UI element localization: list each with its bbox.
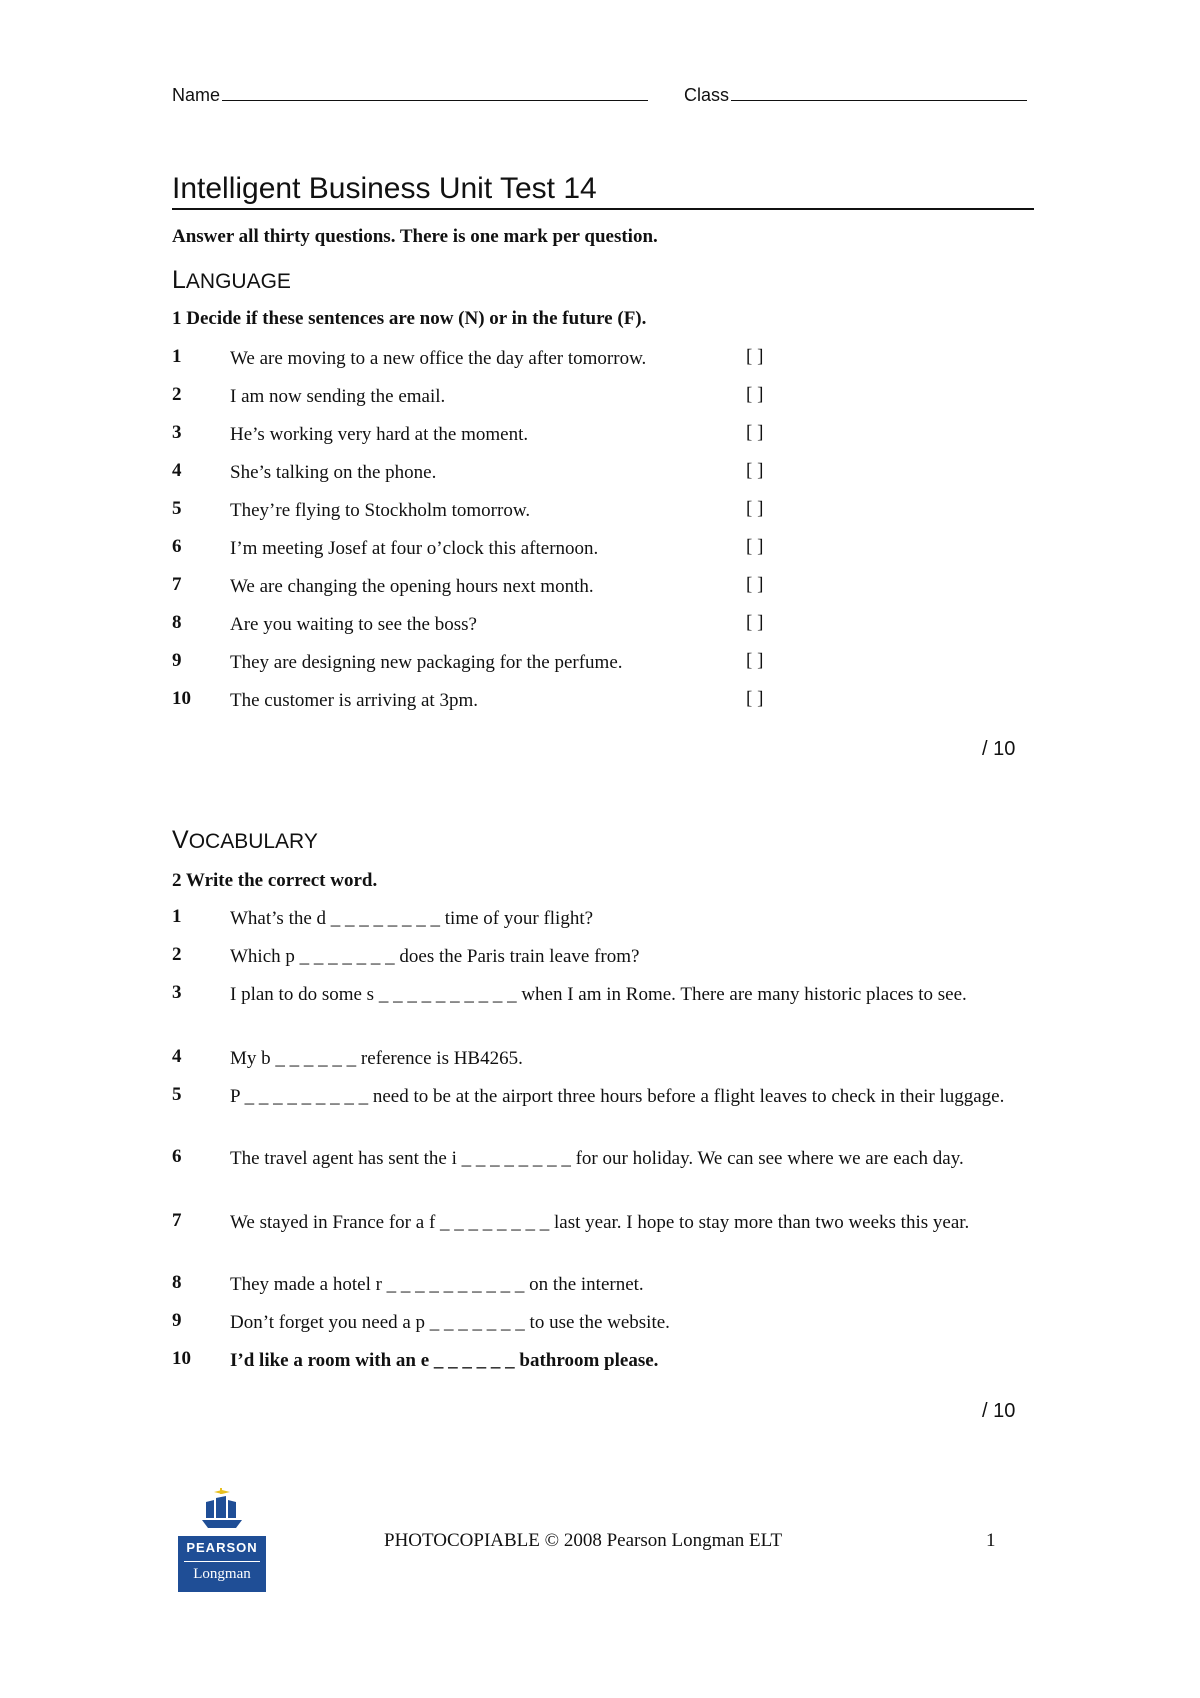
- answer-bracket[interactable]: [ ]: [746, 384, 764, 405]
- question-number: 7: [172, 1210, 182, 1231]
- question-number: 2: [172, 944, 182, 965]
- question-number: 3: [172, 982, 182, 1003]
- question-number: 4: [172, 1046, 182, 1067]
- question-text: I plan to do some s _ _ _ _ _ _ _ _ _ _ when I am in Rome. There are many historic places to see.: [230, 984, 967, 1005]
- ship-icon: [200, 1488, 244, 1532]
- question-text: The customer is arriving at 3pm.: [230, 690, 478, 711]
- vocabulary-heading: [172, 826, 318, 855]
- question-text: Which p _ _ _ _ _ _ _ does the Paris train leave from?: [230, 946, 640, 967]
- question-number: 7: [172, 574, 182, 595]
- question-number: 3: [172, 422, 182, 443]
- question-text: They are designing new packaging for the perfume.: [230, 652, 623, 673]
- class-field: [684, 82, 1027, 106]
- vocabulary-heading-initial: V: [172, 826, 189, 854]
- vocabulary-score: / 10: [982, 1400, 1016, 1422]
- question-text: I’d like a room with an e _ _ _ _ _ _ bathroom please.: [230, 1350, 659, 1371]
- exercise-2-title: 2 Write the correct word.: [172, 870, 378, 891]
- question-number: 8: [172, 1272, 182, 1293]
- question-number: 2: [172, 384, 182, 405]
- question-number: 6: [172, 536, 182, 557]
- answer-bracket[interactable]: [ ]: [746, 536, 764, 557]
- language-heading-initial: L: [172, 266, 186, 294]
- question-number: 8: [172, 612, 182, 633]
- page-title: Intelligent Business Unit Test 14: [172, 172, 1034, 210]
- question-text: P _ _ _ _ _ _ _ _ _ need to be at the airport three hours before a flight leaves to check in their luggage.: [230, 1086, 1005, 1107]
- question-text: I am now sending the email.: [230, 386, 446, 407]
- answer-bracket[interactable]: [ ]: [746, 346, 764, 367]
- question-text: She’s talking on the phone.: [230, 462, 437, 483]
- question-number: 9: [172, 1310, 182, 1331]
- language-score: / 10: [982, 738, 1016, 760]
- copyright-notice: PHOTOCOPIABLE © 2008 Pearson Longman ELT: [384, 1530, 783, 1551]
- pearson-longman-logo: [178, 1488, 266, 1592]
- question-text: Are you waiting to see the boss?: [230, 614, 477, 635]
- question-text: He’s working very hard at the moment.: [230, 424, 529, 445]
- name-label: Name: [172, 85, 221, 105]
- name-line: [222, 82, 648, 101]
- question-text: Don’t forget you need a p _ _ _ _ _ _ _ to use the website.: [230, 1312, 670, 1333]
- question-text: They made a hotel r _ _ _ _ _ _ _ _ _ _ on the internet.: [230, 1274, 644, 1295]
- language-heading: [172, 266, 291, 295]
- name-field: [172, 82, 648, 106]
- exercise-1-title: 1 Decide if these sentences are now (N) or in the future (F).: [172, 308, 647, 329]
- page-number: 1: [986, 1530, 996, 1551]
- class-label: Class: [684, 85, 730, 105]
- question-text: I’m meeting Josef at four o’clock this afternoon.: [230, 538, 599, 559]
- logo-longman-text: Longman: [193, 1566, 251, 1582]
- question-number: 5: [172, 1084, 182, 1105]
- answer-bracket[interactable]: [ ]: [746, 650, 764, 671]
- question-text: My b _ _ _ _ _ _ reference is HB4265.: [230, 1048, 523, 1069]
- logo-pearson-text: PEARSON: [186, 1540, 258, 1555]
- question-number: 4: [172, 460, 182, 481]
- instructions: Answer all thirty questions. There is one mark per question.: [172, 226, 658, 247]
- answer-bracket[interactable]: [ ]: [746, 612, 764, 633]
- answer-bracket[interactable]: [ ]: [746, 460, 764, 481]
- logo-panel: [178, 1536, 266, 1592]
- question-text: The travel agent has sent the i _ _ _ _ _ _ _ _ for our holiday. We can see where we are each day.: [230, 1148, 964, 1169]
- vocabulary-heading-rest: OCABULARY: [188, 830, 318, 853]
- question-number: 10: [172, 688, 191, 709]
- answer-bracket[interactable]: [ ]: [746, 422, 764, 443]
- question-text: We are changing the opening hours next month.: [230, 576, 594, 597]
- answer-bracket[interactable]: [ ]: [746, 574, 764, 595]
- class-line: [731, 82, 1027, 101]
- question-number: 6: [172, 1146, 182, 1167]
- question-text: What’s the d _ _ _ _ _ _ _ _ time of your flight?: [230, 908, 594, 929]
- logo-divider: [184, 1561, 260, 1562]
- answer-bracket[interactable]: [ ]: [746, 498, 764, 519]
- question-number: 1: [172, 346, 182, 367]
- language-heading-rest: ANGUAGE: [185, 270, 291, 293]
- question-text: They’re flying to Stockholm tomorrow.: [230, 500, 531, 521]
- question-text: We are moving to a new office the day after tomorrow.: [230, 348, 647, 369]
- question-number: 10: [172, 1348, 191, 1369]
- question-number: 9: [172, 650, 182, 671]
- question-text: We stayed in France for a f _ _ _ _ _ _ _ _ last year. I hope to stay more than two weeks this year.: [230, 1212, 970, 1233]
- question-number: 1: [172, 906, 182, 927]
- answer-bracket[interactable]: [ ]: [746, 688, 764, 709]
- question-number: 5: [172, 498, 182, 519]
